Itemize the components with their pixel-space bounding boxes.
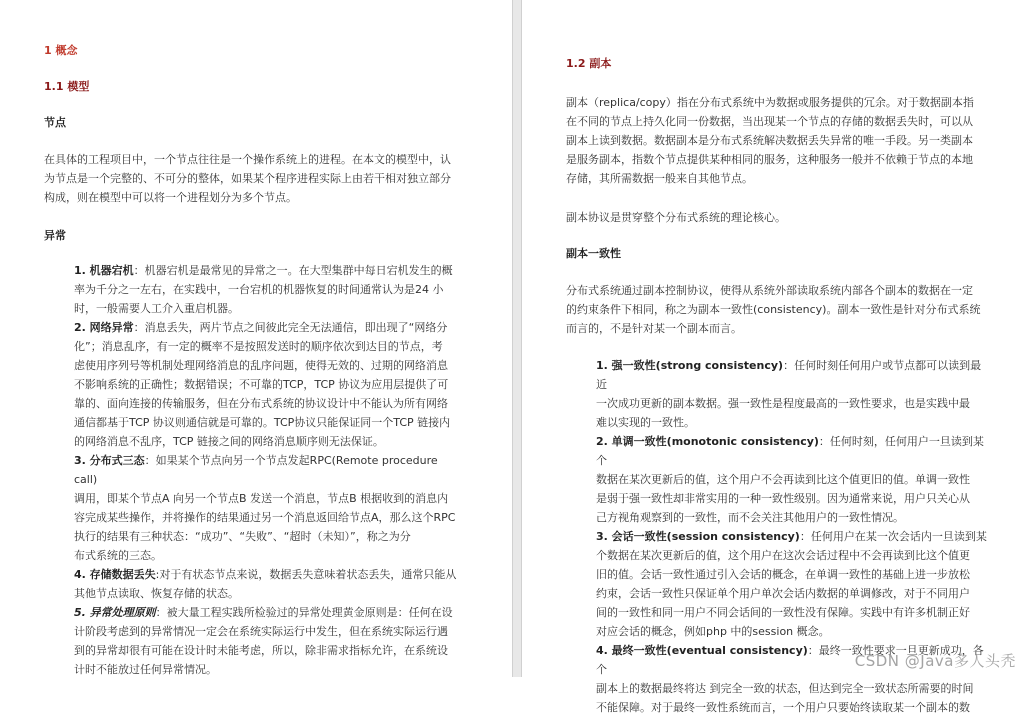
text-line: 一次成功更新的副本数据。强一致性是程度最高的一致性要求，也是实践中最 bbox=[596, 397, 970, 410]
list-item bbox=[74, 565, 464, 603]
item-title: 强一致性(strong consistency) bbox=[611, 359, 784, 372]
text-line: 在具体的工程项目中，一个节点往往是一个操作系统上的进程。在本文的模型中，认 bbox=[44, 153, 451, 166]
text-line: 难以实现的一致性。 bbox=[596, 416, 695, 429]
subsection-heading-replica: 1.2 副本 bbox=[566, 57, 612, 70]
item-number: 5. bbox=[74, 606, 90, 619]
item-title: 会话一致性(session consistency) bbox=[611, 530, 800, 543]
item-number: 2. bbox=[74, 321, 90, 334]
text-line: 不影响系统的正确性；数据错误；不可靠的TCP，TCP 协议为应用层提供了可 bbox=[74, 378, 449, 391]
text-line: 旧的值。会话一致性通过引入会话的概念，在单调一致性的基础上进一步放松 bbox=[596, 568, 970, 581]
replica-paragraph bbox=[566, 93, 990, 188]
text-line: 计时不能放过任何异常情况。 bbox=[74, 663, 217, 676]
text-line: 调用，即某个节点A 向另一个节点B 发送一个消息，节点B 根据收到的消息内 bbox=[74, 492, 449, 505]
text-line: 而言的，不是针对某一个副本而言。 bbox=[566, 322, 742, 335]
text-line: :对于有状态节点来说，数据丢失意味着状态丢失，通常只能从 bbox=[155, 568, 457, 581]
list-item bbox=[596, 527, 990, 641]
text-line: 副本（replica/copy）指在分布式系统中为数据或服务提供的冗余。对于数据副本指 bbox=[566, 96, 974, 109]
text-line: 的约束条件下相同，称之为副本一致性(consistency)。副本一致性是针对分布式系统 bbox=[566, 303, 981, 316]
node-paragraph bbox=[44, 150, 464, 207]
item-title: 单调一致性(monotonic consistency) bbox=[611, 435, 819, 448]
text-line: 存储，其所需数据一般来自其他节点。 bbox=[566, 172, 753, 185]
item-number: 3. bbox=[74, 454, 90, 467]
text-line: 到的异常却很有可能在设计时未能考虑，所以，除非需求指标允许，在系统设 bbox=[74, 644, 448, 657]
item-number: 1. bbox=[596, 359, 612, 372]
text-line: 是服务副本，指数个节点提供某种相同的服务，这种服务一般并不依赖于节点的本地 bbox=[566, 153, 973, 166]
text-line: 化”；消息乱序，有一定的概率不是按照发送时的顺序依次到达目的节点，考 bbox=[74, 340, 443, 353]
item-number: 1. bbox=[74, 264, 90, 277]
text-line: 不能保障。对于最终一致性系统而言，一个用户只要始终读取某一个副本的数 bbox=[596, 701, 970, 714]
text-line: 是弱于强一致性却非常实用的一种一致性级别。因为通常来说，用户只关心从 bbox=[596, 492, 970, 505]
protocol-paragraph: 副本协议是贯穿整个分布式系统的理论核心。 bbox=[566, 211, 786, 224]
text-line: ：消息丢失，两片节点之间彼此完全无法通信，即出现了“网络分 bbox=[133, 321, 448, 334]
list-item bbox=[596, 356, 990, 432]
item-title: 机器宕机 bbox=[89, 264, 134, 277]
text-line: 构成，则在模型中可以将一个进程划分为多个节点。 bbox=[44, 191, 297, 204]
text-line: ：机器宕机是最常见的异常之一。在大型集群中每日宕机发生的概 bbox=[133, 264, 453, 277]
item-number: 3. bbox=[596, 530, 612, 543]
text-line: 为节点是一个完整的、不可分的整体，如果某个程序进程实际上由若干相对独立部分 bbox=[44, 172, 451, 185]
heading-exception: 异常 bbox=[44, 229, 66, 242]
text-line: 约束，会话一致性只保证单个用户单次会话内数据的单调修改，对于不同用户 bbox=[596, 587, 970, 600]
text-line: 计阶段考虑到的异常情况一定会在系统实际运行中发生，但在系统实际运行遇 bbox=[74, 625, 448, 638]
section-heading-concept: 1 概念 bbox=[44, 44, 78, 57]
text-line: ：任何时刻，任何用户一旦读到某个 bbox=[596, 435, 984, 467]
item-title: 分布式三态 bbox=[89, 454, 145, 467]
list-item bbox=[74, 451, 464, 565]
list-item bbox=[74, 603, 464, 679]
text-line: 时，一般需要人工介入重启机器。 bbox=[74, 302, 239, 315]
text-line: 个数据在某次更新后的值，这个用户在这次会话过程中不会再读到比这个值更 bbox=[596, 549, 970, 562]
list-item bbox=[74, 318, 464, 451]
item-number: 4. bbox=[74, 568, 90, 581]
item-title: 最终一致性(eventual consistency) bbox=[611, 644, 808, 657]
list-item bbox=[596, 432, 990, 527]
text-line: ：任何用户在某一次会话内一旦读到某 bbox=[799, 530, 987, 543]
text-line: 率为千分之一左右，在实践中，一台宕机的机器恢复的时间通常认为是24 小 bbox=[74, 283, 444, 296]
text-line: 间的一致性和同一用户不同会话间的一致性没有保障。实践中有许多机制正好 bbox=[596, 606, 970, 619]
text-line: 数据在某次更新后的值，这个用户不会再读到比这个值更旧的值。单调一致性 bbox=[596, 473, 970, 486]
item-title: 存储数据丢失 bbox=[89, 568, 156, 581]
text-line: 在不同的节点上持久化同一份数据，当出现某一个节点的存储的数据丢失时，可以从 bbox=[566, 115, 973, 128]
text-line: 对应会话的概念，例如php 中的session 概念。 bbox=[596, 625, 830, 638]
heading-consistency: 副本一致性 bbox=[566, 247, 621, 260]
left-page bbox=[0, 0, 512, 677]
item-title: 异常处理原则 bbox=[89, 606, 156, 619]
consistency-paragraph bbox=[566, 281, 990, 338]
item-title: 网络异常 bbox=[89, 321, 134, 334]
page-divider bbox=[512, 0, 522, 677]
subsection-heading-model: 1.1 模型 bbox=[44, 80, 90, 93]
exception-list bbox=[44, 261, 464, 679]
text-line: 执行的结果有三种状态：“成功”、“失败”、“超时（未知）”，称之为分 bbox=[74, 530, 411, 543]
text-line: 副本上读到数据。数据副本是分布式系统解决数据丢失异常的唯一手段。另一类副本 bbox=[566, 134, 973, 147]
text-line: 的网络消息不乱序，TCP 链接之间的网络消息顺序则无法保证。 bbox=[74, 435, 384, 448]
text-line: 己方视角观察到的一致性，而不会关注其他用户的一致性情况。 bbox=[596, 511, 904, 524]
text-line: 容完成某些操作，并将操作的结果通过另一个消息返回给节点A，那么这个RPC bbox=[74, 511, 456, 524]
text-line: ：被大量工程实践所检验过的异常处理黄金原则是：任何在设 bbox=[155, 606, 453, 619]
right-page bbox=[522, 0, 1030, 714]
text-line: 其他节点读取、恢复存储的状态。 bbox=[74, 587, 239, 600]
text-line: 虑使用序列号等机制处理网络消息的乱序问题，使得无效的、过期的网络消息 bbox=[74, 359, 448, 372]
text-line: ：如果某个节点向另一个节点发起RPC(Remote procedure call) bbox=[74, 454, 438, 486]
heading-node: 节点 bbox=[44, 116, 66, 129]
list-item bbox=[74, 261, 464, 318]
text-line: 分布式系统通过副本控制协议，使得从系统外部读取系统内部各个副本的数据在一定 bbox=[566, 284, 973, 297]
text-line: ：最终一致性要求一旦更新成功，各个 bbox=[596, 644, 984, 676]
text-line: 布式系统的三态。 bbox=[74, 549, 162, 562]
text-line: 副本上的数据最终将达 到完全一致的状态，但达到完全一致状态所需要的时间 bbox=[596, 682, 974, 695]
watermark: CSDN @Java多人头秃 bbox=[854, 652, 1016, 670]
text-line: ：任何时刻任何用户或节点都可以读到最近 bbox=[596, 359, 982, 391]
text-line: 靠的、面向连接的传输服务，但在分布式系统的协议设计中不能认为所有网络 bbox=[74, 397, 448, 410]
item-number: 2. bbox=[596, 435, 612, 448]
text-line: 通信都基于TCP 协议则通信就是可靠的。TCP协议只能保证同一个TCP 链接内 bbox=[74, 416, 451, 429]
item-number: 4. bbox=[596, 644, 612, 657]
